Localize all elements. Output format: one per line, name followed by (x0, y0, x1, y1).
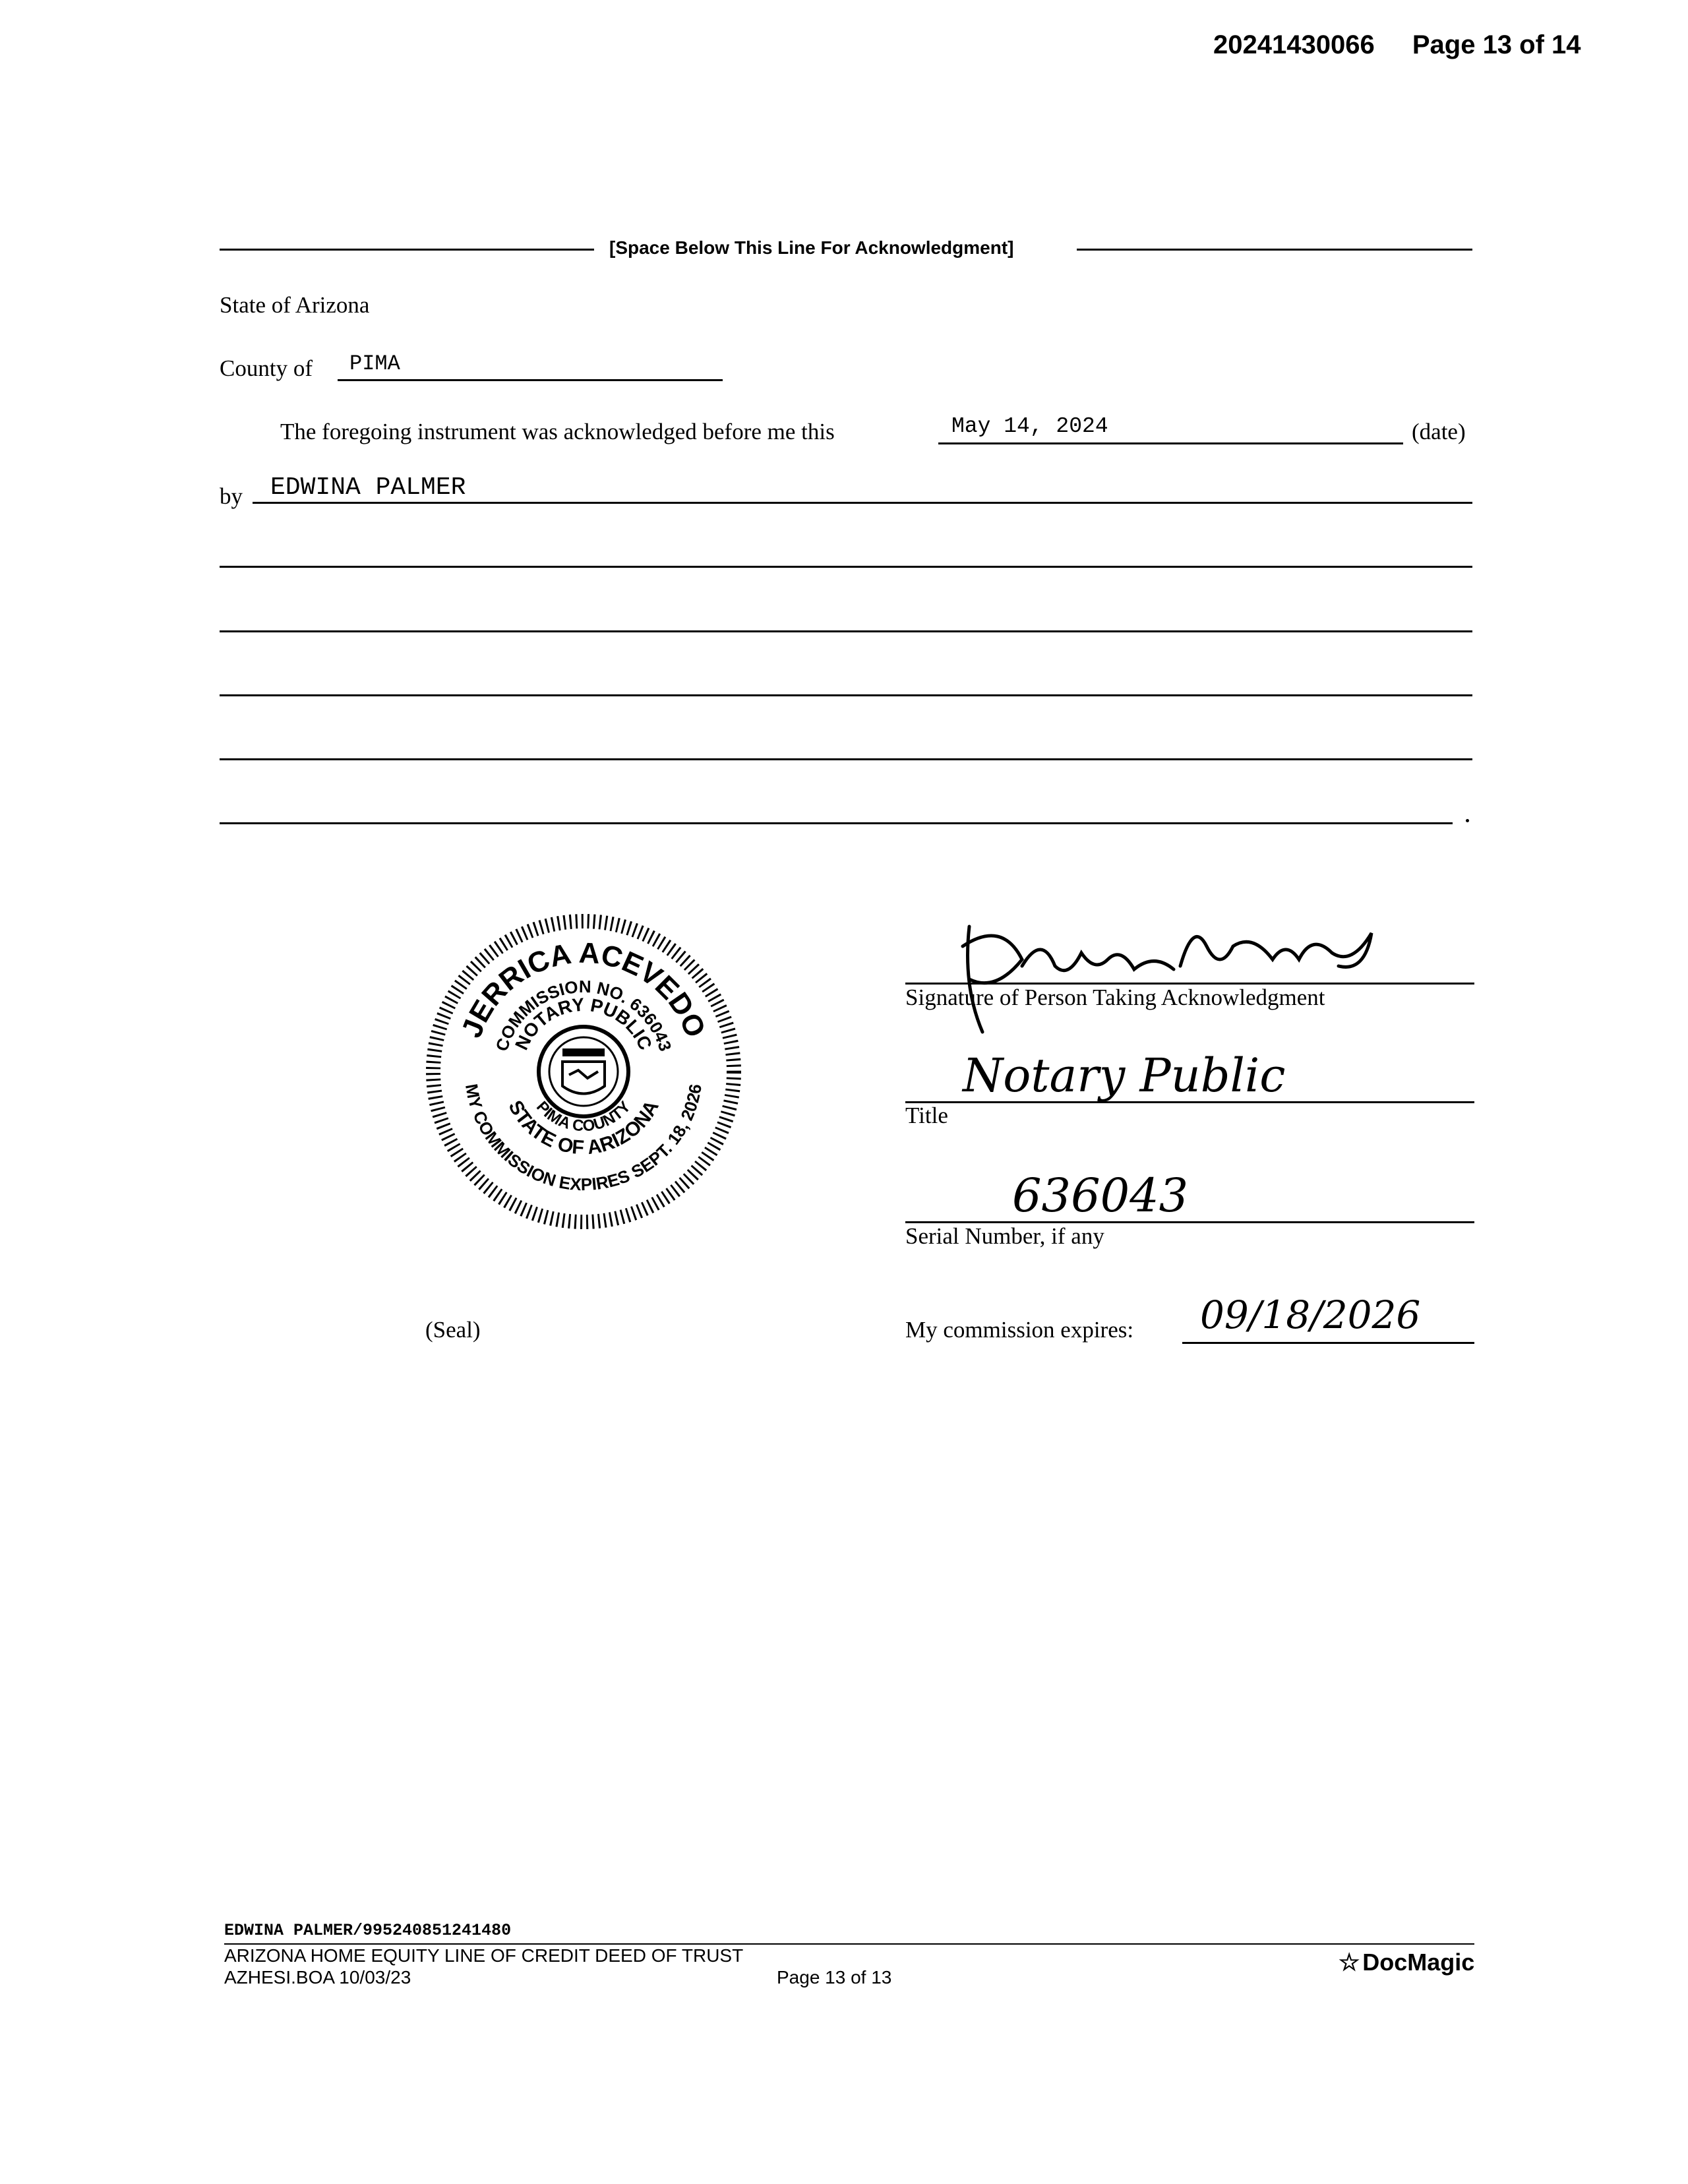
blank-line-3 (220, 694, 1472, 696)
title-underline (905, 1101, 1474, 1103)
by-name: EDWINA PALMER (270, 473, 466, 502)
county-label: County of (220, 355, 313, 381)
notary-seal-graphic (425, 913, 742, 1230)
date-suffix: (date) (1412, 419, 1466, 444)
county-underline (338, 379, 723, 381)
divider-left-rule (220, 249, 594, 251)
svg-text:COMMISSION NO. 636043: COMMISSION NO. 636043 (491, 976, 676, 1054)
date-underline (938, 442, 1403, 444)
instrument-text: The foregoing instrument was acknowledged before me this (280, 419, 835, 444)
svg-text:JERRICA ACEVEDO: JERRICA ACEVEDO (455, 936, 712, 1043)
county-value: PIMA (349, 351, 400, 376)
blank-line-2 (220, 630, 1472, 632)
commission-value: 09/18/2026 (1200, 1292, 1421, 1337)
divider-right-rule (1077, 249, 1472, 251)
seal-caption: (Seal) (425, 1317, 481, 1343)
star-outline-icon: ☆ (1339, 1949, 1360, 1976)
commission-label: My commission expires: (905, 1317, 1134, 1343)
acknowledgment-divider-label: [Space Below This Line For Acknowledgment] (609, 237, 1014, 258)
signature-label: Signature of Person Taking Acknowledgment (905, 985, 1325, 1010)
record-number: 20241430066 (1213, 30, 1375, 59)
footer-doc-title: ARIZONA HOME EQUITY LINE OF CREDIT DEED OF TRUST (224, 1945, 744, 1966)
footer-page: Page 13 of 13 (777, 1967, 892, 1987)
trailing-dot (1466, 819, 1469, 822)
header-page: Page 13 of 14 (1412, 30, 1581, 59)
page-header (1213, 30, 1581, 60)
notary-seal (425, 913, 742, 1230)
notary-signature (943, 907, 1391, 1039)
serial-value: 636043 (1012, 1168, 1189, 1223)
signature-drawing (943, 907, 1391, 1039)
serial-label: Serial Number, if any (905, 1223, 1104, 1249)
acknowledgment-date: May 14, 2024 (951, 414, 1108, 439)
svg-text:STATE OF ARIZONA: STATE OF ARIZONA (504, 1097, 663, 1159)
footer-rule (224, 1943, 1474, 1945)
svg-text:NOTARY PUBLIC: NOTARY PUBLIC (511, 994, 656, 1054)
svg-text:PIMA COUNTY: PIMA COUNTY (533, 1098, 634, 1136)
by-underline (253, 502, 1472, 504)
blank-line-4 (220, 758, 1472, 760)
footer-loan-id: EDWINA PALMER/995240851241480 (224, 1921, 512, 1940)
state-line: State of Arizona (220, 292, 370, 318)
svg-text:MY COMMISSION EXPIRES SEPT. 18: MY COMMISSION EXPIRES SEPT. 18, 2026 (461, 1082, 706, 1195)
title-value: Notary Public (963, 1048, 1286, 1103)
blank-line-1 (220, 566, 1472, 568)
docmagic-brand: DocMagic (1362, 1949, 1475, 1976)
blank-line-5 (220, 822, 1453, 824)
docmagic-logo (1339, 1949, 1474, 1976)
by-label: by (220, 483, 243, 509)
commission-underline (1182, 1342, 1474, 1344)
footer-form-code: AZHESI.BOA 10/03/23 (224, 1967, 411, 1987)
title-label: Title (905, 1103, 948, 1128)
